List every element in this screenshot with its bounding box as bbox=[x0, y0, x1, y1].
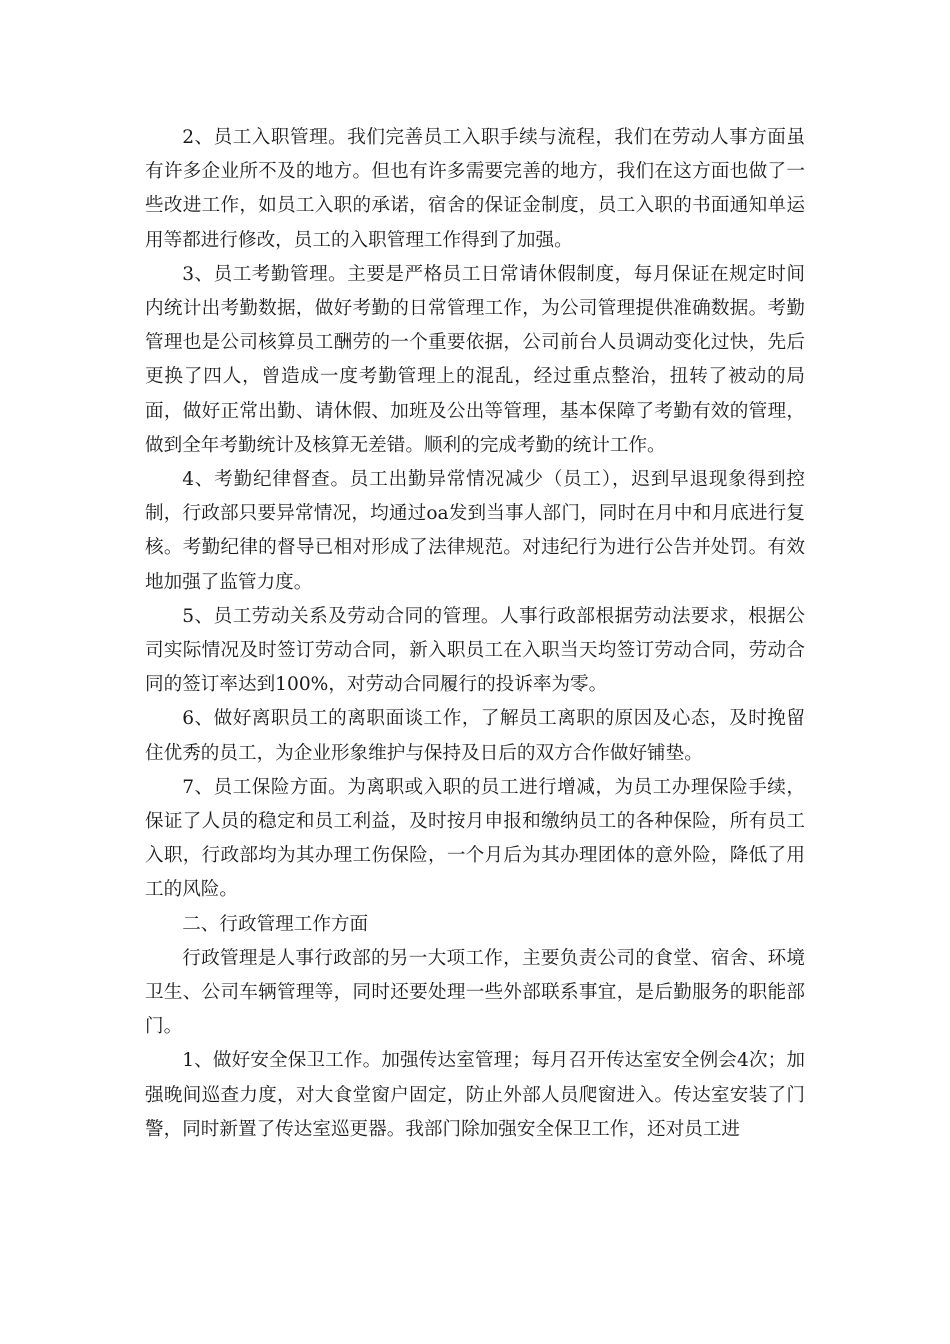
paragraph-labor-contracts: 5、员工劳动关系及劳动合同的管理。人事行政部根据劳动法要求，根据公司实际情况及时签订劳动合同，新入职员工在入职当天均签订劳动合同，劳动合同的签订率达到100%，对劳动合同履行的投诉率为零。 bbox=[145, 605, 805, 696]
paragraph-administration-overview: 行政管理是人事行政部的另一大项工作，主要负责公司的食堂、宿舍、环境卫生、公司车辆管理等，同时还要处理一些外部联系事宜，是后勤服务的职能部门。 bbox=[145, 947, 805, 1038]
paragraph-employee-onboarding: 2、员工入职管理。我们完善员工入职手续与流程，我们在劳动人事方面虽有许多企业所不及的地方。但也有许多需要完善的地方，我们在这方面也做了一些改进工作，如员工入职的承诺，宿舍的保证金制度，员工入职的书面通知单运用等都进行修改，员工的入职管理工作得到了加强。 bbox=[145, 127, 805, 251]
paragraph-exit-interviews: 6、做好离职员工的离职面谈工作，了解员工离职的原因及心态，及时挽留住优秀的员工，为企业形象维护与保持及日后的双方合作做好铺垫。 bbox=[145, 708, 805, 764]
document-body bbox=[145, 121, 805, 1147]
paragraph-employee-insurance: 7、员工保险方面。为离职或入职的员工进行增减，为员工办理保险手续，保证了人员的稳定和员工利益，及时按月申报和缴纳员工的各种保险，所有员工入职，行政部均为其办理工伤保险，一个月后为其办理团体的意外险，降低了用工的风险。 bbox=[145, 776, 805, 901]
paragraph-attendance-management: 3、员工考勤管理。主要是严格员工日常请休假制度，每月保证在规定时间内统计出考勤数据，做好考勤的日常管理工作，为公司管理提供准确数据。考勤管理也是公司核算员工酬劳的一个重要依据，公司前台人员调动变化过快，先后更换了四人，曾造成一度考勤管理上的混乱，经过重点整治，扭转了被动的局面，做好正常出勤、请休假、加班及公出等管理，基本保障了考勤有效的管理，做到全年考勤统计及核算无差错。顺利的完成考勤的统计工作。 bbox=[145, 263, 805, 456]
section-heading-administration: 二、行政管理工作方面 bbox=[182, 913, 369, 935]
paragraph-attendance-discipline: 4、考勤纪律督查。员工出勤异常情况减少（员工），迟到早退现象得到控制，行政部只要异常情况，均通过oa发到当事人部门，同时在月中和月底进行复核。考勤纪律的督导已相对形成了法律规范。对违纪行为进行公告并处罚。有效地加强了监管力度。 bbox=[145, 469, 805, 593]
paragraph-security-work: 1、做好安全保卫工作。加强传达室管理；每月召开传达室安全例会4次；加强晚间巡查力度，对大食堂窗户固定，防止外部人员爬窗进入。传达室安装了门警，同时新置了传达室巡更器。我部门除加强安全保卫工作，还对员工进 bbox=[145, 1050, 805, 1140]
